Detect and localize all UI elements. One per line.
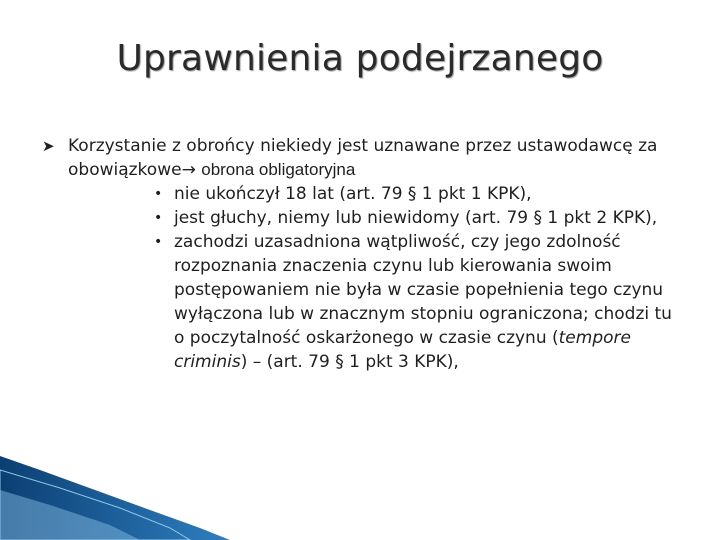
sub-bullet-item — [40, 230, 680, 374]
main-bullet-text: Korzystanie z obrońcy niekiedy jest uznawane przez ustawodawcę za obowiązkowe — [68, 136, 658, 180]
dot-bullet-icon: • — [154, 210, 163, 226]
main-bullet-emphasis: obrona obligatoryjna — [201, 160, 356, 179]
corner-wave-dark — [0, 456, 230, 540]
sub-bullet-italic: tempore criminis — [174, 328, 631, 372]
sub-bullet-item — [40, 206, 680, 230]
slide-title: Uprawnienia podejrzanego — [116, 38, 604, 79]
sub-bullet-text: jest głuchy, niemy lub niewidomy (art. 79 § 1 pkt 2 KPK), — [174, 208, 658, 228]
sub-bullet-item — [40, 182, 680, 206]
sub-bullet-text-after: ) – (art. 79 § 1 pkt 3 KPK), — [240, 352, 459, 372]
slide-body — [40, 134, 680, 374]
sub-bullet-list — [40, 182, 680, 374]
corner-wave-light — [0, 490, 140, 540]
dot-bullet-icon: • — [154, 186, 163, 202]
arrow-bullet-icon: ➤ — [42, 137, 55, 155]
corner-wave-mid — [0, 470, 190, 540]
main-bullet-item — [40, 134, 680, 182]
sub-bullet-text: zachodzi uzasadniona wątpliwość, czy jego zdolność rozpoznania znaczenia czynu lub kierowania swoim postępowaniem nie była w czasie popełnienia tego czynu wyłączona lub w znacznym stopniu ograniczona; chodzi tu o poczytalność oskarżonego w czasie czynu ( — [174, 232, 672, 348]
sub-bullet-text: nie ukończył 18 lat (art. 79 § 1 pkt 1 KPK), — [174, 184, 532, 204]
dot-bullet-icon: • — [154, 234, 163, 250]
main-bullet-arrow: → — [181, 160, 196, 180]
